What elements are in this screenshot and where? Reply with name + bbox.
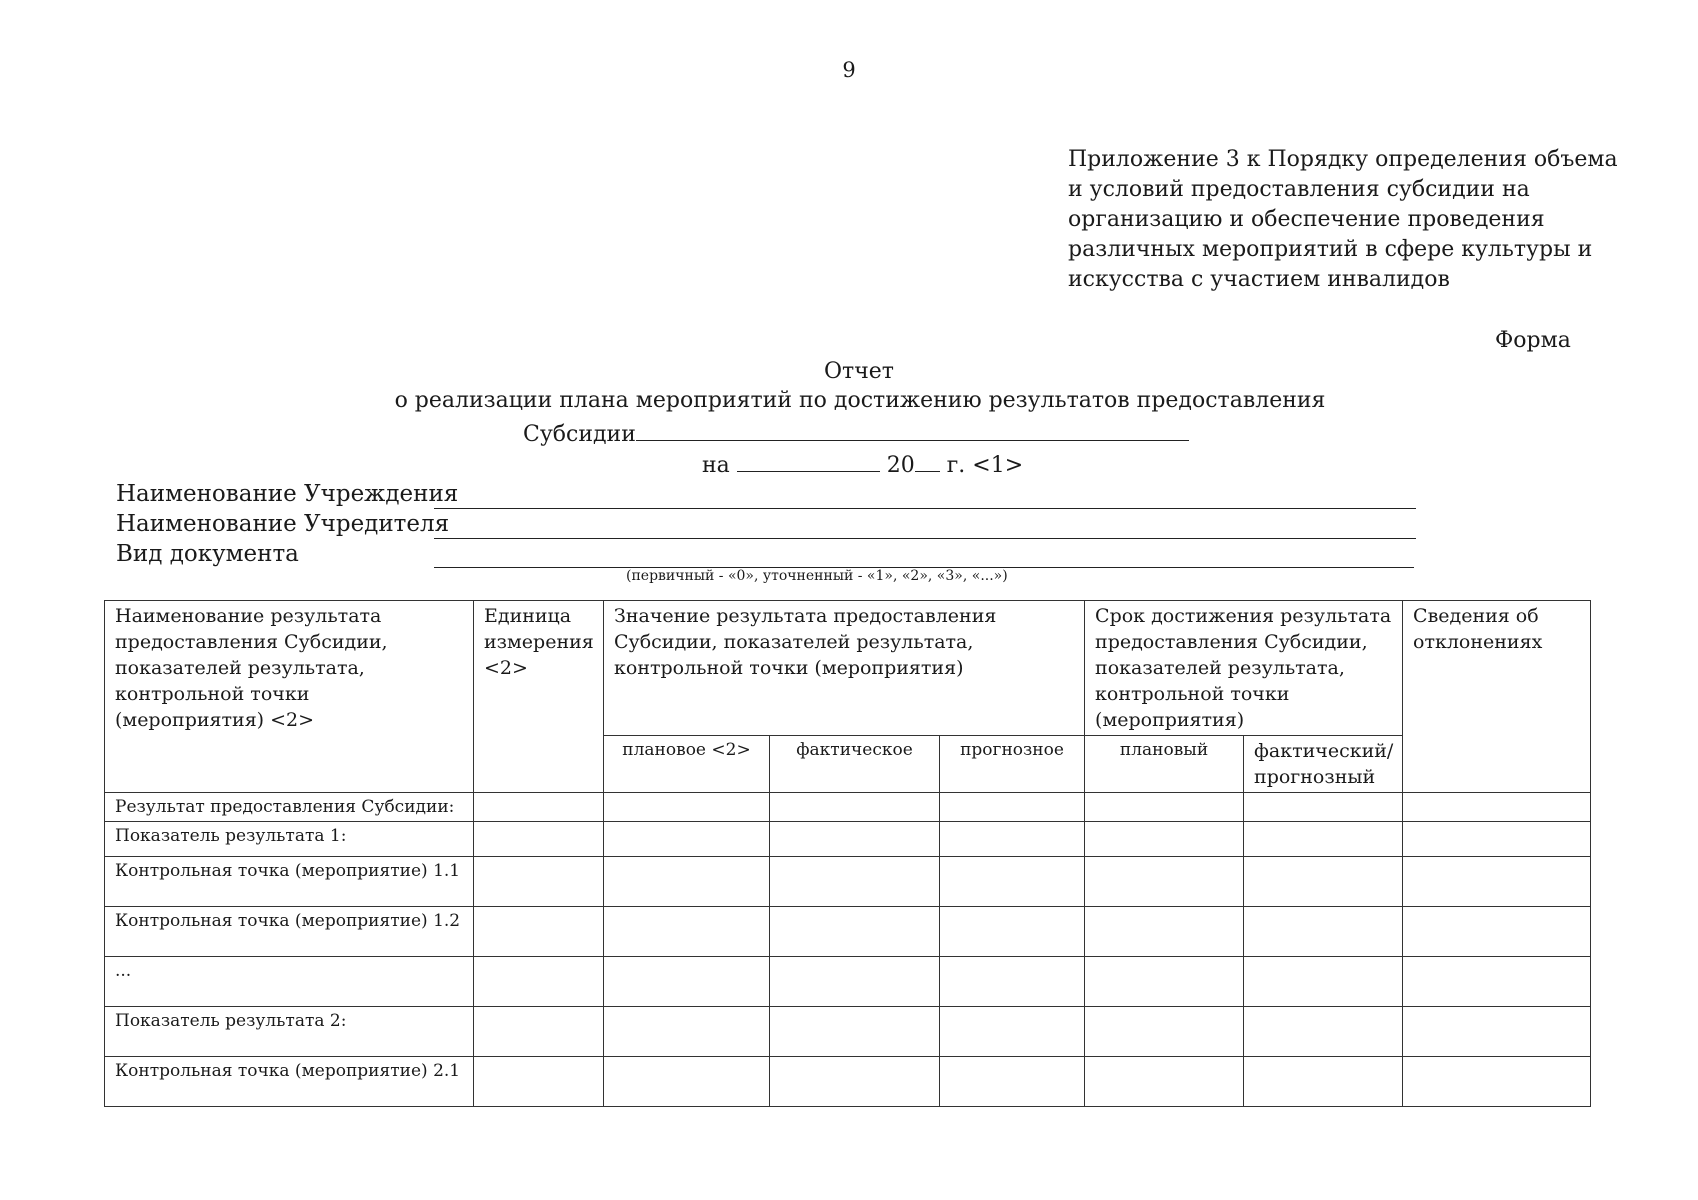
header-actual-value: фактическое xyxy=(770,736,940,793)
appendix-caption xyxy=(1068,145,1628,295)
table-cell[interactable] xyxy=(1085,822,1244,857)
header-actual-forecast-date: фактический/ прогнозный xyxy=(1244,736,1403,793)
table-cell[interactable] xyxy=(1244,907,1403,957)
row-label: ... xyxy=(105,957,474,1007)
table-cell[interactable] xyxy=(940,822,1085,857)
table-cell[interactable] xyxy=(1403,793,1591,822)
table-cell[interactable] xyxy=(940,857,1085,907)
table-row xyxy=(105,1007,1591,1057)
table-cell[interactable] xyxy=(1244,793,1403,822)
table-cell[interactable] xyxy=(1085,1007,1244,1057)
subsidy-label: Субсидии xyxy=(523,422,636,447)
institution-blank[interactable] xyxy=(434,508,1416,509)
report-title: Отчет xyxy=(824,359,894,384)
table-cell[interactable] xyxy=(474,907,604,957)
table-cell[interactable] xyxy=(770,1057,940,1107)
subsidy-blank[interactable] xyxy=(636,418,1189,441)
header-value: Значение результата предоставления Субсидии, показателей результата, контрольной точки (мероприятия) xyxy=(604,601,1085,736)
date-prefix: на xyxy=(702,453,730,478)
table-cell[interactable] xyxy=(474,822,604,857)
table-cell[interactable] xyxy=(1244,822,1403,857)
table-cell[interactable] xyxy=(1244,1057,1403,1107)
table-cell[interactable] xyxy=(1085,793,1244,822)
date-line xyxy=(702,449,1023,478)
header-planned-value: плановое <2> xyxy=(604,736,770,793)
row-label: Показатель результата 2: xyxy=(105,1007,474,1057)
row-label: Результат предоставления Субсидии: xyxy=(105,793,474,822)
report-subtitle: о реализации плана мероприятий по достижению результатов предоставления xyxy=(394,388,1326,413)
table-cell[interactable] xyxy=(474,957,604,1007)
institution-label: Наименование Учреждения xyxy=(116,481,459,507)
header-forecast-value: прогнозное xyxy=(940,736,1085,793)
doc-type-label: Вид документа xyxy=(116,541,299,567)
table-cell[interactable] xyxy=(604,822,770,857)
table-cell[interactable] xyxy=(474,1007,604,1057)
table-row xyxy=(105,857,1591,907)
table-cell[interactable] xyxy=(604,1057,770,1107)
founder-blank[interactable] xyxy=(434,538,1416,539)
form-label: Форма xyxy=(1495,328,1571,353)
table-cell[interactable] xyxy=(604,907,770,957)
table-cell[interactable] xyxy=(1244,957,1403,1007)
table-cell[interactable] xyxy=(604,957,770,1007)
table-cell[interactable] xyxy=(940,1007,1085,1057)
table-cell[interactable] xyxy=(940,907,1085,957)
report-table xyxy=(104,600,1591,1107)
table-cell[interactable] xyxy=(770,857,940,907)
year-blank[interactable] xyxy=(915,449,940,472)
table-cell[interactable] xyxy=(940,957,1085,1007)
doc-type-hint: (первичный - «0», уточненный - «1», «2», «3», «...») xyxy=(626,568,1008,584)
table-cell[interactable] xyxy=(1403,1007,1591,1057)
appendix-line: различных мероприятий в сфере культуры и xyxy=(1068,237,1593,262)
page-number: 9 xyxy=(842,58,856,82)
table-cell[interactable] xyxy=(770,907,940,957)
table-cell[interactable] xyxy=(1085,1057,1244,1107)
row-label: Контрольная точка (мероприятие) 2.1 xyxy=(105,1057,474,1107)
row-label: Контрольная точка (мероприятие) 1.1 xyxy=(105,857,474,907)
table-cell[interactable] xyxy=(1085,857,1244,907)
table-cell[interactable] xyxy=(770,822,940,857)
table-row xyxy=(105,822,1591,857)
table-cell[interactable] xyxy=(940,793,1085,822)
table-cell[interactable] xyxy=(1085,907,1244,957)
table-cell[interactable] xyxy=(1403,822,1591,857)
founder-label: Наименование Учредителя xyxy=(116,511,450,537)
table-cell[interactable] xyxy=(1403,957,1591,1007)
year-suffix: г. <1> xyxy=(946,453,1024,478)
table-cell[interactable] xyxy=(1403,857,1591,907)
table-cell[interactable] xyxy=(1085,957,1244,1007)
subsidy-line xyxy=(523,418,1189,447)
table-cell[interactable] xyxy=(604,857,770,907)
header-planned-date: плановый xyxy=(1085,736,1244,793)
table-cell[interactable] xyxy=(604,793,770,822)
table-row xyxy=(105,793,1591,822)
table-cell[interactable] xyxy=(474,857,604,907)
header-deviations: Сведения об отклонениях xyxy=(1403,601,1591,793)
appendix-line: и условий предоставления субсидии на xyxy=(1068,177,1530,202)
appendix-line: Приложение 3 к Порядку определения объема xyxy=(1068,147,1618,172)
table-cell[interactable] xyxy=(1244,1007,1403,1057)
table-cell[interactable] xyxy=(770,793,940,822)
header-name: Наименование результата предоставления Субсидии, показателей результата, контрольной точки (мероприятия) <2> xyxy=(105,601,474,793)
table-cell[interactable] xyxy=(940,1057,1085,1107)
header-unit: Единица измерения <2> xyxy=(474,601,604,793)
row-label: Показатель результата 1: xyxy=(105,822,474,857)
table-cell[interactable] xyxy=(604,1007,770,1057)
table-cell[interactable] xyxy=(474,793,604,822)
table-cell[interactable] xyxy=(1244,857,1403,907)
table-row xyxy=(105,957,1591,1007)
table-cell[interactable] xyxy=(1403,1057,1591,1107)
header-deadline: Срок достижения результата предоставления Субсидии, показателей результата, контрольной точки (мероприятия) xyxy=(1085,601,1403,736)
table-cell[interactable] xyxy=(1403,907,1591,957)
appendix-line: искусства с участием инвалидов xyxy=(1068,267,1450,292)
date-blank[interactable] xyxy=(737,449,880,472)
table-cell[interactable] xyxy=(770,1007,940,1057)
table-cell[interactable] xyxy=(770,957,940,1007)
year-prefix: 20 xyxy=(886,453,915,478)
row-label: Контрольная точка (мероприятие) 1.2 xyxy=(105,907,474,957)
table-cell[interactable] xyxy=(474,1057,604,1107)
table-row xyxy=(105,1057,1591,1107)
appendix-line: организацию и обеспечение проведения xyxy=(1068,207,1545,232)
table-row xyxy=(105,907,1591,957)
